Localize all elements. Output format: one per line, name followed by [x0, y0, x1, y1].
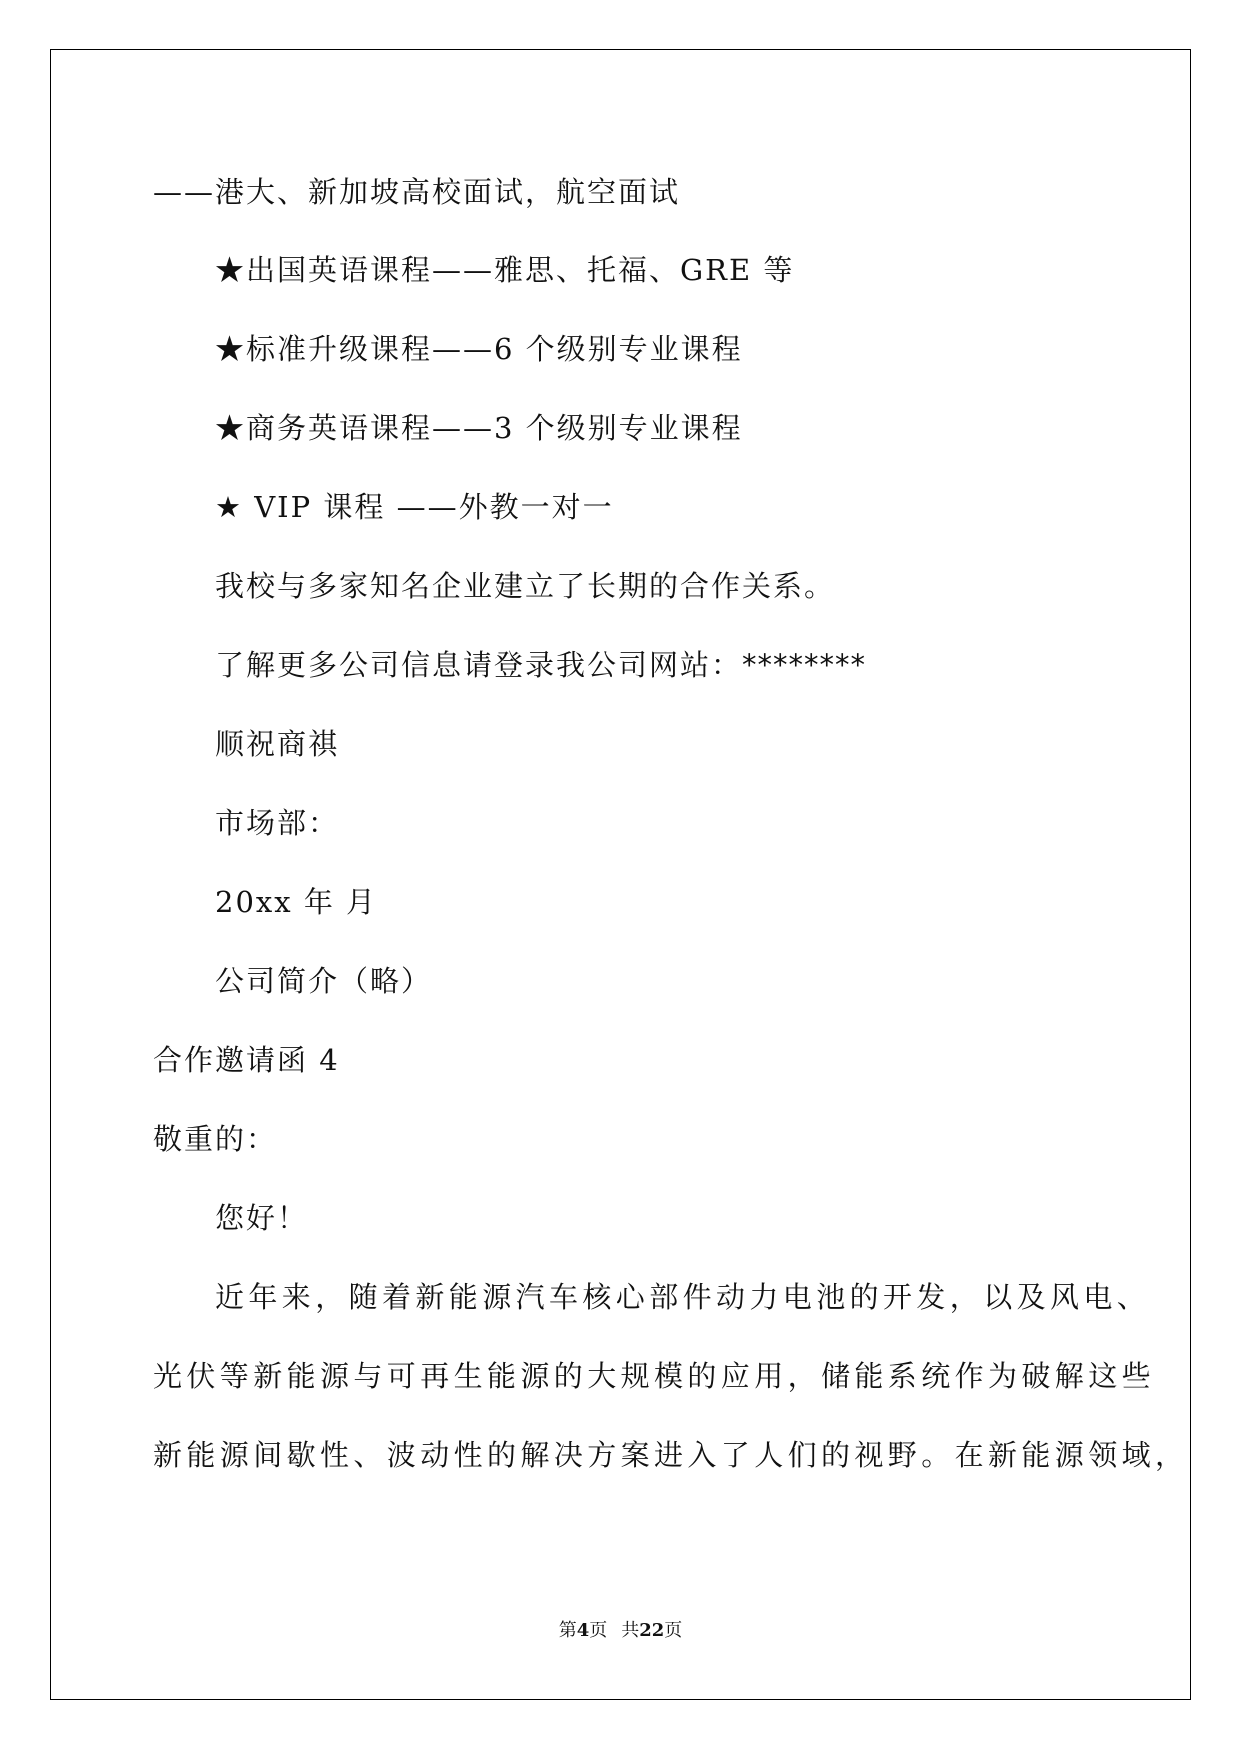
website-label: 了解更多公司信息请登录我公司网站： — [215, 648, 743, 682]
body-paragraph-line-1: 近年来，随着新能源汽车核心部件动力电池的开发，以及风电、 — [215, 1280, 1151, 1314]
body-paragraph-line-2: 光伏等新能源与可再生能源的大规模的应用，储能系统作为破解这些 — [153, 1359, 1156, 1393]
text-line-vip-course: ★ VIP 课程 ——外教一对一 — [215, 490, 614, 524]
text-line-abroad-course: ★出国英语课程——雅思、托福、GRE 等 — [215, 253, 795, 287]
text-line-department: 市场部： — [215, 806, 340, 840]
text-line-website — [215, 647, 866, 683]
footer-page-current: 4 — [576, 1620, 590, 1641]
page-footer — [0, 1620, 1241, 1642]
footer-page-total: 22 — [639, 1620, 665, 1641]
body-paragraph-line-3: 新能源间歇性、波动性的解决方案进入了人们的视野。在新能源领域， — [153, 1438, 1189, 1472]
text-line-business-course: ★商务英语课程——3 个级别专业课程 — [215, 411, 743, 445]
text-line-date: 20xx 年 月 — [215, 885, 378, 919]
website-value: ******** — [742, 648, 867, 682]
footer-page-prefix: 第 — [558, 1620, 577, 1641]
salutation: 敬重的： — [153, 1122, 278, 1156]
text-line-interview: ——港大、新加坡高校面试，航空面试 — [153, 175, 681, 209]
greeting: 您好！ — [215, 1201, 309, 1235]
footer-total-suffix: 页 — [664, 1620, 683, 1641]
text-line-regards: 顺祝商祺 — [215, 727, 340, 761]
text-line-company-intro: 公司简介（略） — [215, 964, 433, 998]
text-line-cooperation: 我校与多家知名企业建立了长期的合作关系。 — [215, 569, 836, 603]
text-line-standard-course: ★标准升级课程——6 个级别专业课程 — [215, 332, 743, 366]
footer-total-prefix: 共 — [621, 1620, 640, 1641]
footer-page-mid: 页 — [589, 1620, 608, 1641]
section-heading: 合作邀请函 4 — [153, 1043, 340, 1077]
